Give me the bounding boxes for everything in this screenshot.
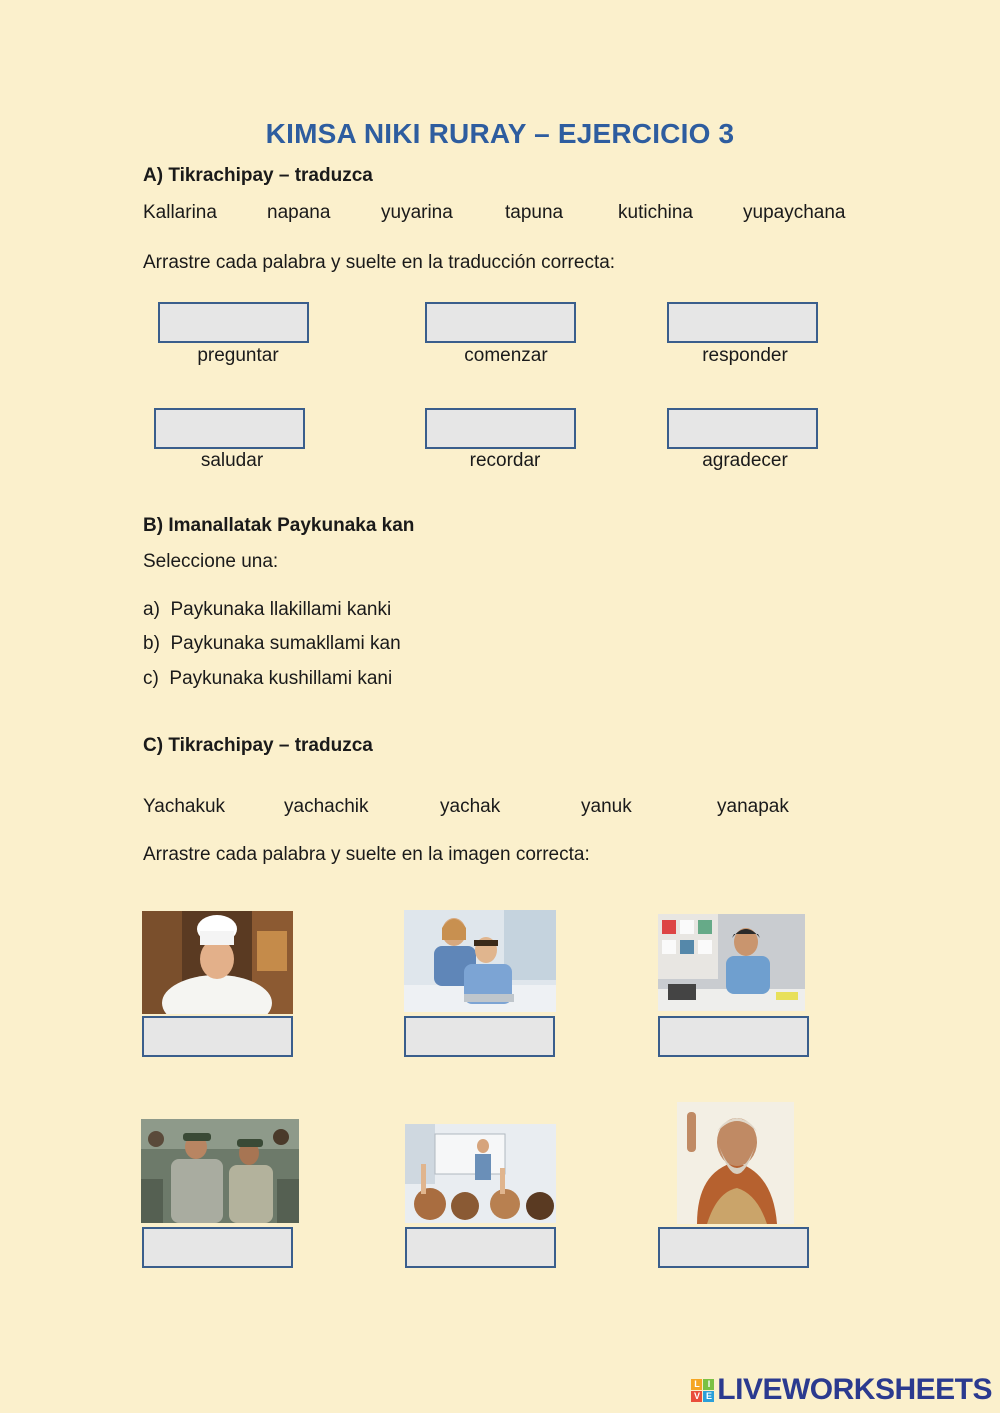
word-c-2[interactable]: yachachik bbox=[284, 796, 369, 817]
word-a-2[interactable]: napana bbox=[267, 202, 331, 223]
word-c-1[interactable]: Yachakuk bbox=[143, 796, 226, 817]
logo-badge-letter: V bbox=[691, 1391, 702, 1402]
police-officers-photo bbox=[141, 1119, 299, 1223]
option-b[interactable] bbox=[143, 633, 401, 655]
section-a-heading: A) Tikrachipay – traduzca bbox=[143, 165, 373, 186]
option-a[interactable] bbox=[143, 599, 391, 621]
target-label-saludar: saludar bbox=[200, 450, 264, 471]
target-label-agradecer: agradecer bbox=[702, 450, 788, 471]
drop-box-image-1[interactable] bbox=[142, 1016, 293, 1057]
logo-text: LIVEWORKSHEETS bbox=[717, 1373, 992, 1406]
logo-badge-letter: L bbox=[691, 1379, 702, 1390]
word-c-3[interactable]: yachak bbox=[440, 796, 501, 817]
option-text: Paykunaka kushillami kani bbox=[169, 668, 393, 689]
office-workers-photo bbox=[404, 910, 556, 1012]
target-label-comenzar: comenzar bbox=[464, 345, 548, 366]
option-c[interactable] bbox=[143, 668, 392, 690]
target-label-recordar: recordar bbox=[469, 450, 541, 471]
drop-box-comenzar[interactable] bbox=[425, 302, 576, 343]
option-letter: a) bbox=[143, 599, 160, 620]
chef-photo bbox=[142, 911, 293, 1014]
word-a-3[interactable]: yuyarina bbox=[381, 202, 453, 223]
word-c-5[interactable]: yanapak bbox=[717, 796, 789, 817]
word-a-1[interactable]: Kallarina bbox=[143, 202, 217, 223]
word-a-6[interactable]: yupaychana bbox=[743, 202, 846, 223]
drop-box-image-5[interactable] bbox=[405, 1227, 556, 1268]
student-writing-photo bbox=[658, 914, 805, 1011]
liveworksheets-logo bbox=[691, 1373, 992, 1407]
philosopher-painting bbox=[677, 1102, 794, 1224]
option-text: Paykunaka llakillami kanki bbox=[170, 599, 392, 620]
logo-badge-letter: E bbox=[703, 1391, 714, 1402]
page-title: KIMSA NIKI RURAY – EJERCICIO 3 bbox=[265, 118, 735, 149]
option-letter: b) bbox=[143, 633, 160, 654]
logo-badge-letter: I bbox=[703, 1379, 714, 1390]
drop-box-image-2[interactable] bbox=[404, 1016, 555, 1057]
target-label-responder: responder bbox=[702, 345, 788, 366]
section-a-instruction: Arrastre cada palabra y suelte en la traducción correcta: bbox=[143, 252, 616, 273]
section-b-instruction: Seleccione una: bbox=[143, 551, 279, 572]
drop-box-preguntar[interactable] bbox=[158, 302, 309, 343]
section-c-heading: C) Tikrachipay – traduzca bbox=[143, 735, 373, 756]
drop-box-agradecer[interactable] bbox=[667, 408, 818, 449]
logo-badge-icon bbox=[691, 1379, 714, 1402]
word-a-5[interactable]: kutichina bbox=[618, 202, 693, 223]
drop-box-recordar[interactable] bbox=[425, 408, 576, 449]
drop-box-image-4[interactable] bbox=[142, 1227, 293, 1268]
word-c-4[interactable]: yanuk bbox=[581, 796, 632, 817]
drop-box-image-3[interactable] bbox=[658, 1016, 809, 1057]
drop-box-saludar[interactable] bbox=[154, 408, 305, 449]
target-label-preguntar: preguntar bbox=[197, 345, 279, 366]
section-b-heading: B) Imanallatak Paykunaka kan bbox=[143, 515, 415, 536]
option-letter: c) bbox=[143, 668, 159, 689]
option-text: Paykunaka sumakllami kan bbox=[170, 633, 401, 654]
drop-box-image-6[interactable] bbox=[658, 1227, 809, 1268]
drop-box-responder[interactable] bbox=[667, 302, 818, 343]
word-a-4[interactable]: tapuna bbox=[505, 202, 564, 223]
classroom-photo bbox=[405, 1124, 556, 1223]
section-c-instruction: Arrastre cada palabra y suelte en la imagen correcta: bbox=[143, 844, 590, 865]
